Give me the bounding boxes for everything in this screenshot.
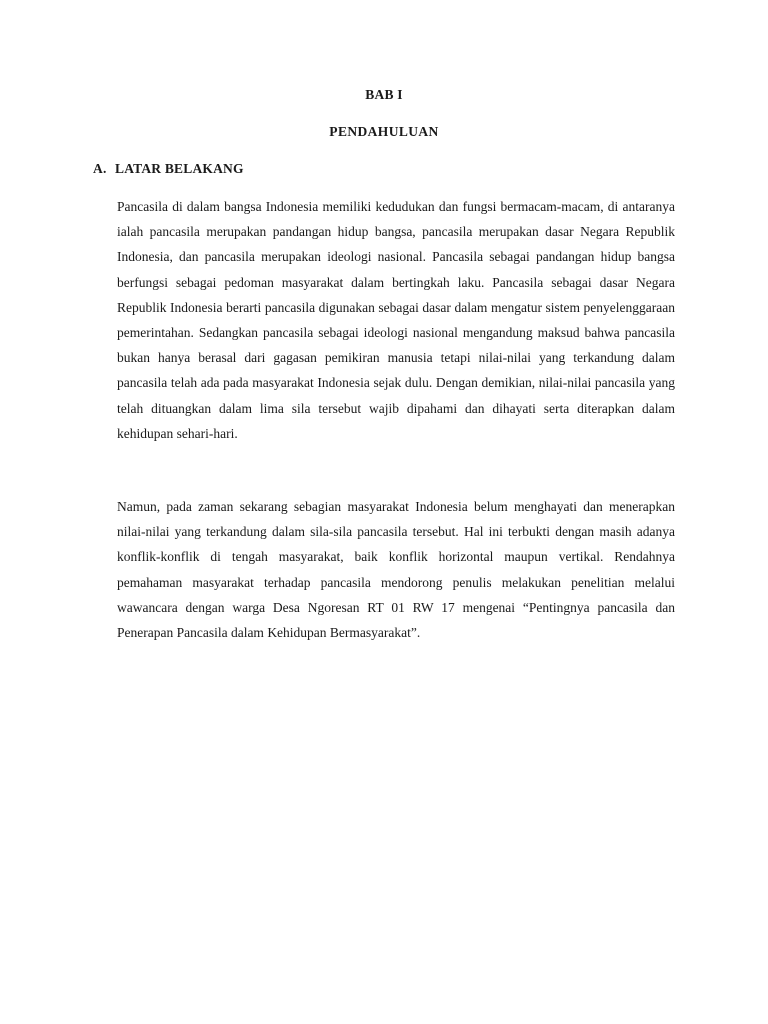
chapter-number: BAB I	[365, 87, 403, 102]
section-letter: A.	[93, 161, 107, 176]
chapter-title: PENDAHULUAN	[329, 124, 439, 139]
section-heading	[93, 161, 244, 177]
paragraph-1: Pancasila di dalam bangsa Indonesia memiliki kedudukan dan fungsi bermacam-macam, di antaranya ialah pancasila merupakan pandangan hidup bangsa, pancasila merupakan dasar Negara Republik Indonesia, dan pancasila merupakan ideologi nasional. Pancasila sebagai pandangan hidup bangsa berfungsi sebagai pedoman masyarakat dalam bertingkah laku. Pancasila sebagai dasar Negara Republik Indonesia berarti pancasila digunakan sebagai dasar dalam mengatur sistem penyelenggaraan pemerintahan. Sedangkan pancasila sebagai ideologi nasional mengandung maksud bahwa pancasila bukan hanya berasal dari gagasan pemikiran manusia tetapi nilai-nilai yang terkandung dalam pancasila telah ada pada masyarakat Indonesia sejak dulu. Dengan demikian, nilai-nilai pancasila yang telah dituangkan dalam lima sila tersebut wajib dipahami dan dihayati serta diterapkan dalam kehidupan sehari-hari.	[117, 199, 675, 441]
section-title: LATAR BELAKANG	[115, 161, 244, 176]
paragraph-2: Namun, pada zaman sekarang sebagian masyarakat Indonesia belum menghayati dan menerapkan nilai-nilai yang terkandung dalam sila-sila pancasila tersebut. Hal ini terbukti dengan masih adanya konflik-konflik di tengah masyarakat, baik konflik horizontal maupun vertikal. Rendahnya pemahaman masyarakat terhadap pancasila mendorong penulis melakukan penelitian melalui wawancara dengan warga Desa Ngoresan RT 01 RW 17 mengenai “Pentingnya pancasila dan Penerapan Pancasila dalam Kehidupan Bermasyarakat”.	[117, 499, 675, 641]
